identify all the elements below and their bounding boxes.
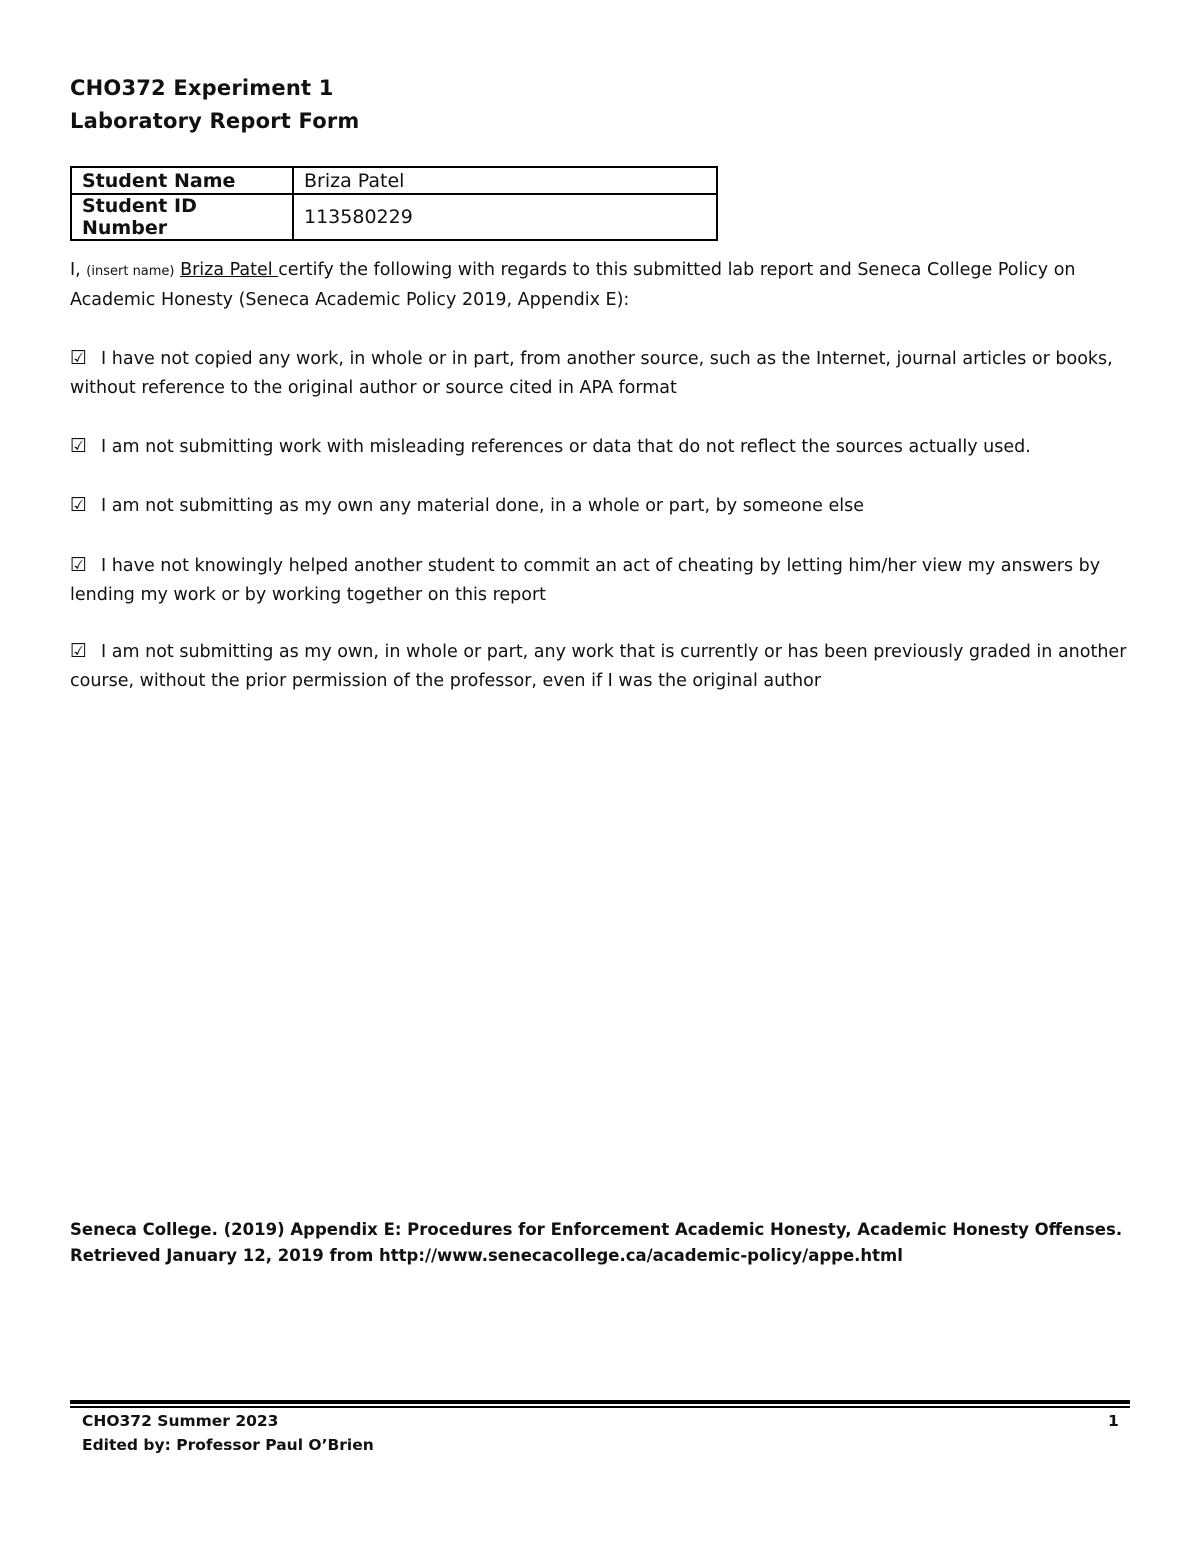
insert-name-hint: (insert name): [86, 264, 175, 279]
page-number: 1: [1108, 1412, 1119, 1430]
checklist-item: [70, 432, 1132, 462]
student-id-label: Student ID Number: [71, 194, 293, 240]
checklist-item: [70, 344, 1132, 403]
certifier-name: Briza Patel: [180, 260, 279, 280]
checklist-item-text: I have not copied any work, in whole or in part, from another source, such as the Internet, journal articles or books, without reference to the original author or source cited in APA format: [70, 349, 1113, 398]
student-info-table: [70, 166, 718, 241]
checklist-item: [70, 491, 1132, 521]
checklist-item-text: I have not knowingly helped another student to commit an act of cheating by letting him/her view my answers by lending my work or by working together on this report: [70, 556, 1101, 605]
document-title: CHO372 Experiment 1: [70, 76, 334, 100]
certification-text: certify the following with regards to this submitted lab report and Seneca College Policy on Academic Honesty (Seneca Academic Policy 2019, Appendix E):: [70, 260, 1076, 310]
checklist-item: [70, 637, 1132, 696]
table-row: [71, 194, 717, 240]
footer-course-term: CHO372 Summer 2023: [82, 1412, 279, 1430]
student-id-value: 113580229: [293, 194, 717, 240]
document-subtitle: Laboratory Report Form: [70, 109, 360, 133]
table-row: [71, 167, 717, 194]
footer-editor: Edited by: Professor Paul O’Brien: [82, 1436, 374, 1454]
reference-citation: Seneca College. (2019) Appendix E: Procedures for Enforcement Academic Honesty, Academic Honesty Offenses. Retrieved January 12, 2019 from http://www.senecacollege.ca/academic-policy/appe.html: [70, 1220, 1123, 1265]
checklist-item-text: I am not submitting work with misleading references or data that do not reflect the sources actually used.: [101, 437, 1031, 457]
checkbox-icon[interactable]: ☑: [70, 640, 88, 662]
student-name-value: Briza Patel: [293, 167, 717, 194]
footer-divider: [70, 1400, 1130, 1404]
checkbox-icon[interactable]: ☑: [70, 435, 88, 457]
checkbox-icon[interactable]: ☑: [70, 494, 88, 516]
checkbox-icon[interactable]: ☑: [70, 554, 88, 576]
student-name-label: Student Name: [71, 167, 293, 194]
certification-prefix: I,: [70, 260, 87, 280]
checklist-item: [70, 551, 1132, 610]
certification-statement: [70, 256, 1130, 315]
footer-divider: [70, 1406, 1130, 1408]
checkbox-icon[interactable]: ☑: [70, 347, 88, 369]
checklist-item-text: I am not submitting as my own, in whole or part, any work that is currently or has been previously graded in another course, without the prior permission of the professor, even if I was the original author: [70, 642, 1127, 691]
checklist-item-text: I am not submitting as my own any material done, in a whole or part, by someone else: [101, 496, 864, 516]
